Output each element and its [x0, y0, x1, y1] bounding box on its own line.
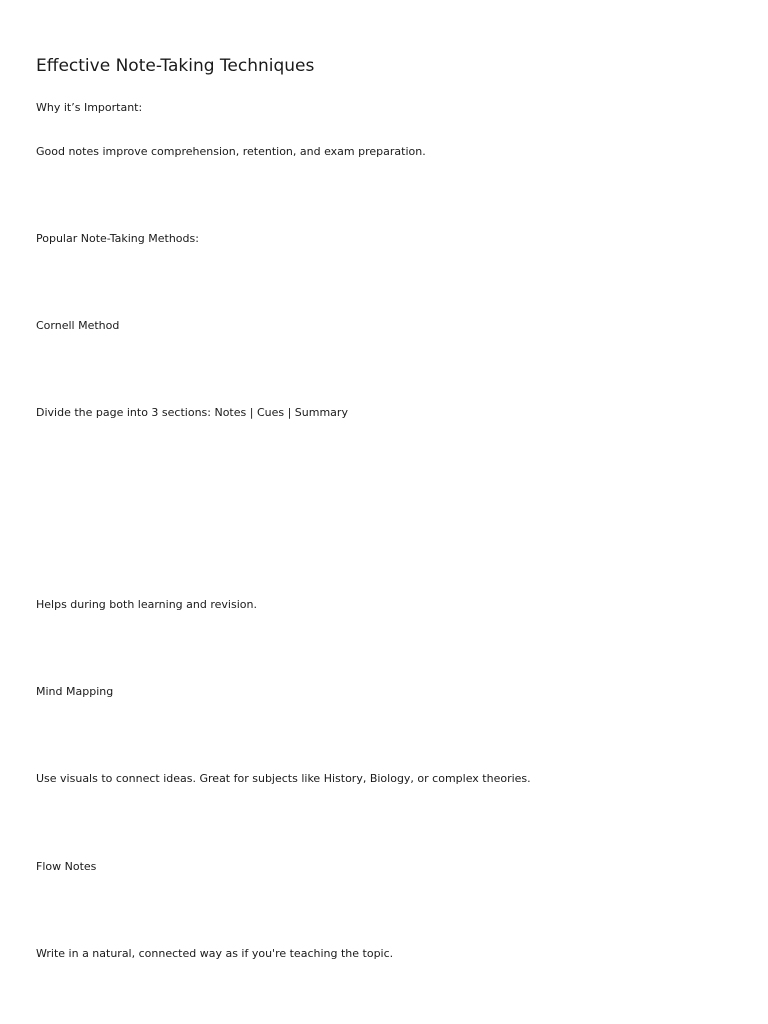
section-heading-methods: Popular Note-Taking Methods:: [36, 232, 199, 245]
method-heading-mind-mapping: Mind Mapping: [36, 685, 114, 698]
paragraph-mind-mapping: Use visuals to connect ideas. Great for subjects like History, Biology, or complex theories.: [36, 772, 531, 785]
method-heading-flow-notes: Flow Notes: [36, 860, 97, 873]
paragraph-cornell-sections: Divide the page into 3 sections: Notes | Cues | Summary: [36, 406, 348, 419]
method-heading-cornell: Cornell Method: [36, 319, 120, 332]
section-heading-why-important: Why it’s Important:: [36, 101, 143, 114]
paragraph-flow-notes: Write in a natural, connected way as if you're teaching the topic.: [36, 947, 394, 960]
paragraph-cornell-revision: Helps during both learning and revision.: [36, 598, 257, 611]
page-title: Effective Note-Taking Techniques: [36, 56, 315, 76]
paragraph-good-notes: Good notes improve comprehension, retention, and exam preparation.: [36, 145, 426, 158]
